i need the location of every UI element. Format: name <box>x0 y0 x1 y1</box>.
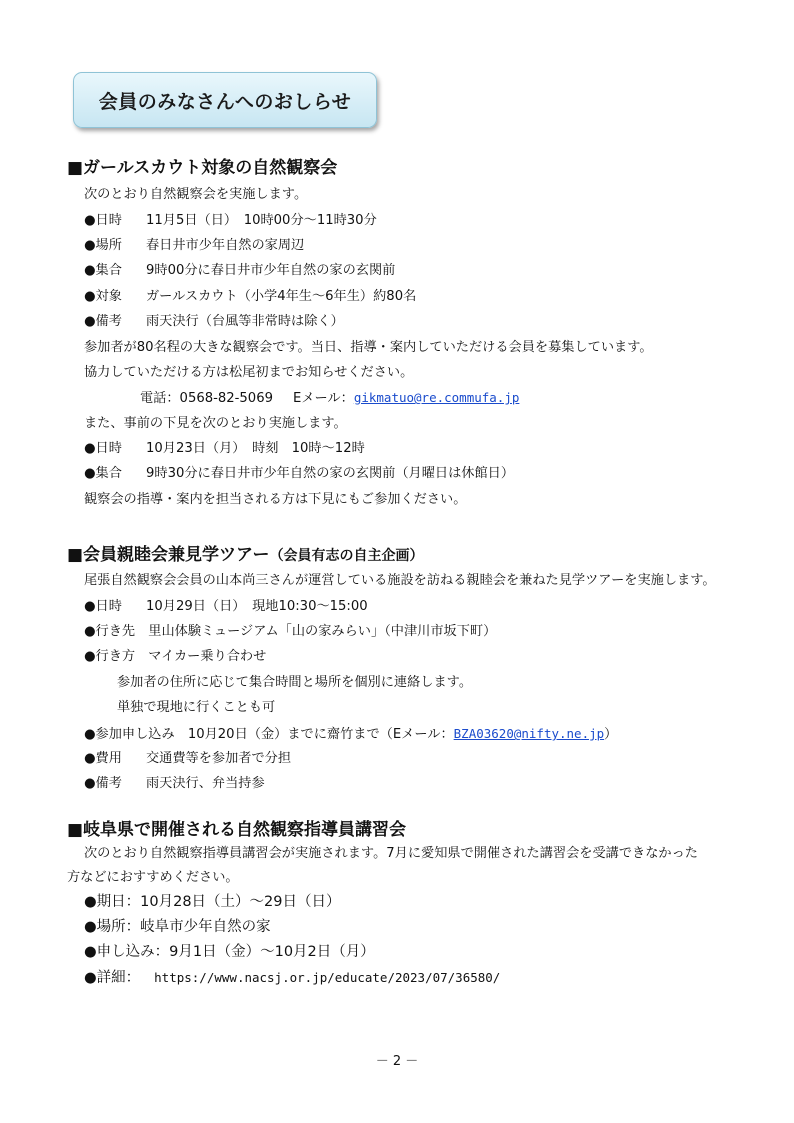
sec1-intro: 次のとおり自然観察会を実施します。 <box>84 187 308 202</box>
sec1-email-label: Eメール： <box>292 391 354 406</box>
sec1-email-link[interactable]: gikmatuo@re.commufa.jp <box>353 390 520 405</box>
sec1-paragraph-2: 協力していただける方は松尾初までお知らせください。 <box>84 365 414 380</box>
sec2-cost-label: ●費用 <box>84 751 122 766</box>
sec2-intro: 尾張自然観察会会員の山本尚三さんが運営している施設を訪ねる親睦会を兼ねた見学ツアーを実施します。 <box>84 573 716 588</box>
sec2-apply-close: ） <box>604 727 618 742</box>
sec1-note: 雨天決行（台風等非常時は除く） <box>146 314 344 329</box>
sec1-target: ガールスカウト（小学4年生～6年生）約80名 <box>146 289 417 304</box>
sec1-pre-meet-row <box>84 465 514 483</box>
sec1-place: 春日井市少年自然の家周辺 <box>146 238 305 253</box>
sec2-destination: ●行き先 里山体験ミュージアム「山の家みらい」（中津川市坂下町） <box>84 624 497 639</box>
sec1-meet: 9時00分に春日井市少年自然の家の玄関前 <box>146 263 396 278</box>
sec2-cost-row <box>84 750 291 768</box>
sec2-note-label: ●備考 <box>84 776 122 791</box>
sec3-intro-2: 方などにおすすめください。 <box>67 870 239 885</box>
sec1-note-label: ●備考 <box>84 314 122 329</box>
sec3-detail-label: ●詳細： <box>84 970 141 986</box>
sec2-title-sub: （会員有志の自主企画） <box>269 548 424 564</box>
sec3-intro-1: 次のとおり自然観察指導員講習会が実施されます。7月に愛知県で開催された講習会を受講できなかった <box>84 846 698 861</box>
sec3-place: ●場所：岐阜市少年自然の家 <box>84 919 271 935</box>
sec2-note-row <box>84 775 265 793</box>
sec1-paragraph-4: 観察会の指導・案内を担当される方は下見にもご参加ください。 <box>84 492 467 507</box>
sec1-phone: 電話：0568-82-5069 <box>140 391 273 406</box>
section-heading-girl-scout: ■ガールスカウト対象の自然観察会 <box>67 158 338 178</box>
sec2-apply-text: ●参加申し込み 10月20日（金）までに齋竹まで（Eメール： <box>84 727 454 742</box>
sec1-contact-row <box>140 389 519 408</box>
sec1-paragraph-3: また、事前の下見を次のとおり実施します。 <box>84 416 347 431</box>
sec1-pre-date-label: ●日時 <box>84 441 122 456</box>
section-heading-gifu-course: ■岐阜県で開催される自然観察指導員講習会 <box>67 820 407 840</box>
sec2-cost: 交通費等を参加者で分担 <box>146 751 292 766</box>
sec2-date-label: ●日時 <box>84 599 122 614</box>
sec2-title: ■会員親睦会兼見学ツアー <box>67 545 270 565</box>
sec1-note-row <box>84 313 344 331</box>
sec1-date-label: ●日時 <box>84 213 122 228</box>
sec1-meet-label: ●集合 <box>84 263 122 278</box>
sec2-transport-note-2: 単独で現地に行くことも可 <box>117 700 276 715</box>
sec2-transport: ●行き方 マイカー乗り合わせ <box>84 649 267 664</box>
sec2-apply-row <box>84 725 617 744</box>
sec1-pre-meet: 9時30分に春日井市少年自然の家の玄関前（月曜日は休館日） <box>146 466 515 481</box>
sec1-pre-meet-label: ●集合 <box>84 466 122 481</box>
sec3-detail-row <box>84 969 500 987</box>
sec3-period: ●期日：10月28日（土）～29日（日） <box>84 894 341 910</box>
sec1-target-row <box>84 288 416 306</box>
sec2-date-row <box>84 598 368 616</box>
sec2-note: 雨天決行、弁当持参 <box>146 776 265 791</box>
sec3-apply: ●申し込み：9月1日（金）～10月2日（月） <box>84 944 375 960</box>
sec1-pre-date: 10月23日（月） 時刻 10時～12時 <box>146 441 365 456</box>
sec3-detail-url[interactable]: https://www.nacsj.or.jp/educate/2023/07/36580/ <box>154 970 501 985</box>
sec1-paragraph-1: 参加者が80名程の大きな観察会です。当日、指導・案内していただける会員を募集しています。 <box>84 340 653 355</box>
sec1-date-row <box>84 212 377 230</box>
sec1-place-label: ●場所 <box>84 238 122 253</box>
sec1-pre-date-row <box>84 440 365 458</box>
sec1-date: 11月5日（日） 10時00分～11時30分 <box>146 213 377 228</box>
sec1-place-row <box>84 237 304 255</box>
sec2-apply-email-link[interactable]: BZA03620@nifty.ne.jp <box>453 726 605 741</box>
section-heading-social-tour <box>67 540 424 565</box>
page-number: － 2 － <box>375 1054 419 1069</box>
sec1-target-label: ●対象 <box>84 289 122 304</box>
sec2-date: 10月29日（日） 現地10:30～15:00 <box>146 599 368 614</box>
sec2-transport-note-1: 参加者の住所に応じて集合時間と場所を個別に連絡します。 <box>117 675 473 690</box>
sec1-meet-row <box>84 262 395 280</box>
notice-banner: 会員のみなさんへのおしらせ <box>73 72 377 128</box>
